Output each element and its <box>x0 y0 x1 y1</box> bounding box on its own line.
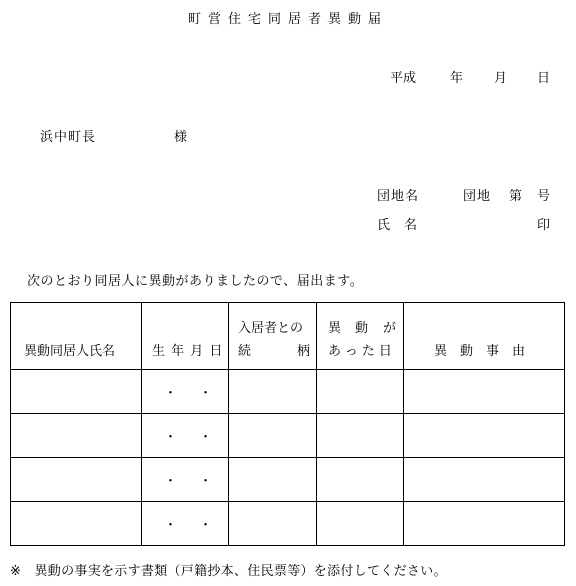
cell-change-date[interactable] <box>317 370 404 414</box>
intro-text: 次のとおり同居人に異動がありましたので、届出ます。 <box>27 274 364 289</box>
month-label: 月 <box>494 71 508 86</box>
header-date-line1-a: 異 <box>328 321 342 336</box>
cell-relation[interactable] <box>229 502 317 546</box>
table-header-row <box>11 303 565 370</box>
table-row <box>11 458 565 502</box>
name-label-second: 名 <box>404 218 418 233</box>
cell-name[interactable] <box>11 414 142 458</box>
birthdate-separators: ・・ <box>164 386 235 401</box>
cell-change-date[interactable] <box>317 414 404 458</box>
table-row <box>11 370 565 414</box>
birthdate-separators: ・・ <box>164 430 235 445</box>
birthdate-separators: ・・ <box>164 474 235 489</box>
cell-relation[interactable] <box>229 458 317 502</box>
cell-reason[interactable] <box>404 502 565 546</box>
header-birthdate-cell <box>142 303 229 370</box>
cell-birthdate[interactable] <box>142 502 235 546</box>
cell-change-date[interactable] <box>317 502 404 546</box>
year-label: 年 <box>450 71 464 86</box>
cell-name[interactable] <box>11 370 142 414</box>
header-reason: 異 動 事 由 <box>434 344 526 359</box>
addressee-name: 浜中町長 <box>40 130 97 145</box>
cell-birthdate[interactable] <box>142 458 235 502</box>
number-dai: 第 <box>509 189 523 204</box>
header-name: 異動同居人氏名 <box>24 344 116 359</box>
era-label: 平成 <box>390 71 417 86</box>
header-relation-line1: 入居者との <box>238 321 304 336</box>
cell-relation[interactable] <box>229 370 317 414</box>
table-row <box>11 502 565 546</box>
header-date-line1-c: が <box>383 321 397 336</box>
birthdate-separators: ・・ <box>164 518 235 533</box>
change-table <box>10 302 565 546</box>
header-date-cell <box>317 303 404 370</box>
addressee-honorific: 様 <box>174 130 188 145</box>
number-go: 号 <box>537 189 551 204</box>
cell-birthdate[interactable] <box>142 370 235 414</box>
header-relation-line2-a: 続 <box>238 344 252 359</box>
cell-change-date[interactable] <box>317 458 404 502</box>
day-label: 日 <box>537 71 551 86</box>
header-date-line1-b: 動 <box>355 321 369 336</box>
table-row <box>11 414 565 458</box>
header-reason-cell <box>404 303 565 370</box>
header-date-line2: あった日 <box>328 344 396 359</box>
header-relation-line2-b: 柄 <box>297 344 311 359</box>
cell-reason[interactable] <box>404 458 565 502</box>
danchi-label: 団地名 <box>377 189 420 204</box>
header-birthdate: 生 年 月 日 <box>152 344 224 359</box>
cell-birthdate[interactable] <box>142 414 235 458</box>
cell-reason[interactable] <box>404 414 565 458</box>
form-title: 町営住宅同居者異動届 <box>187 12 388 27</box>
seal-mark: 印 <box>537 218 551 233</box>
cell-reason[interactable] <box>404 370 565 414</box>
danchi-suffix: 団地 <box>463 189 492 204</box>
cell-relation[interactable] <box>229 414 317 458</box>
attachment-note: ※ 異動の事実を示す書類（戸籍抄本、住民票等）を添付してください。 <box>10 564 447 579</box>
header-name-cell <box>11 303 142 370</box>
cell-name[interactable] <box>11 458 142 502</box>
cell-name[interactable] <box>11 502 142 546</box>
header-relation-cell <box>229 303 317 370</box>
name-label-first: 氏 <box>377 218 391 233</box>
